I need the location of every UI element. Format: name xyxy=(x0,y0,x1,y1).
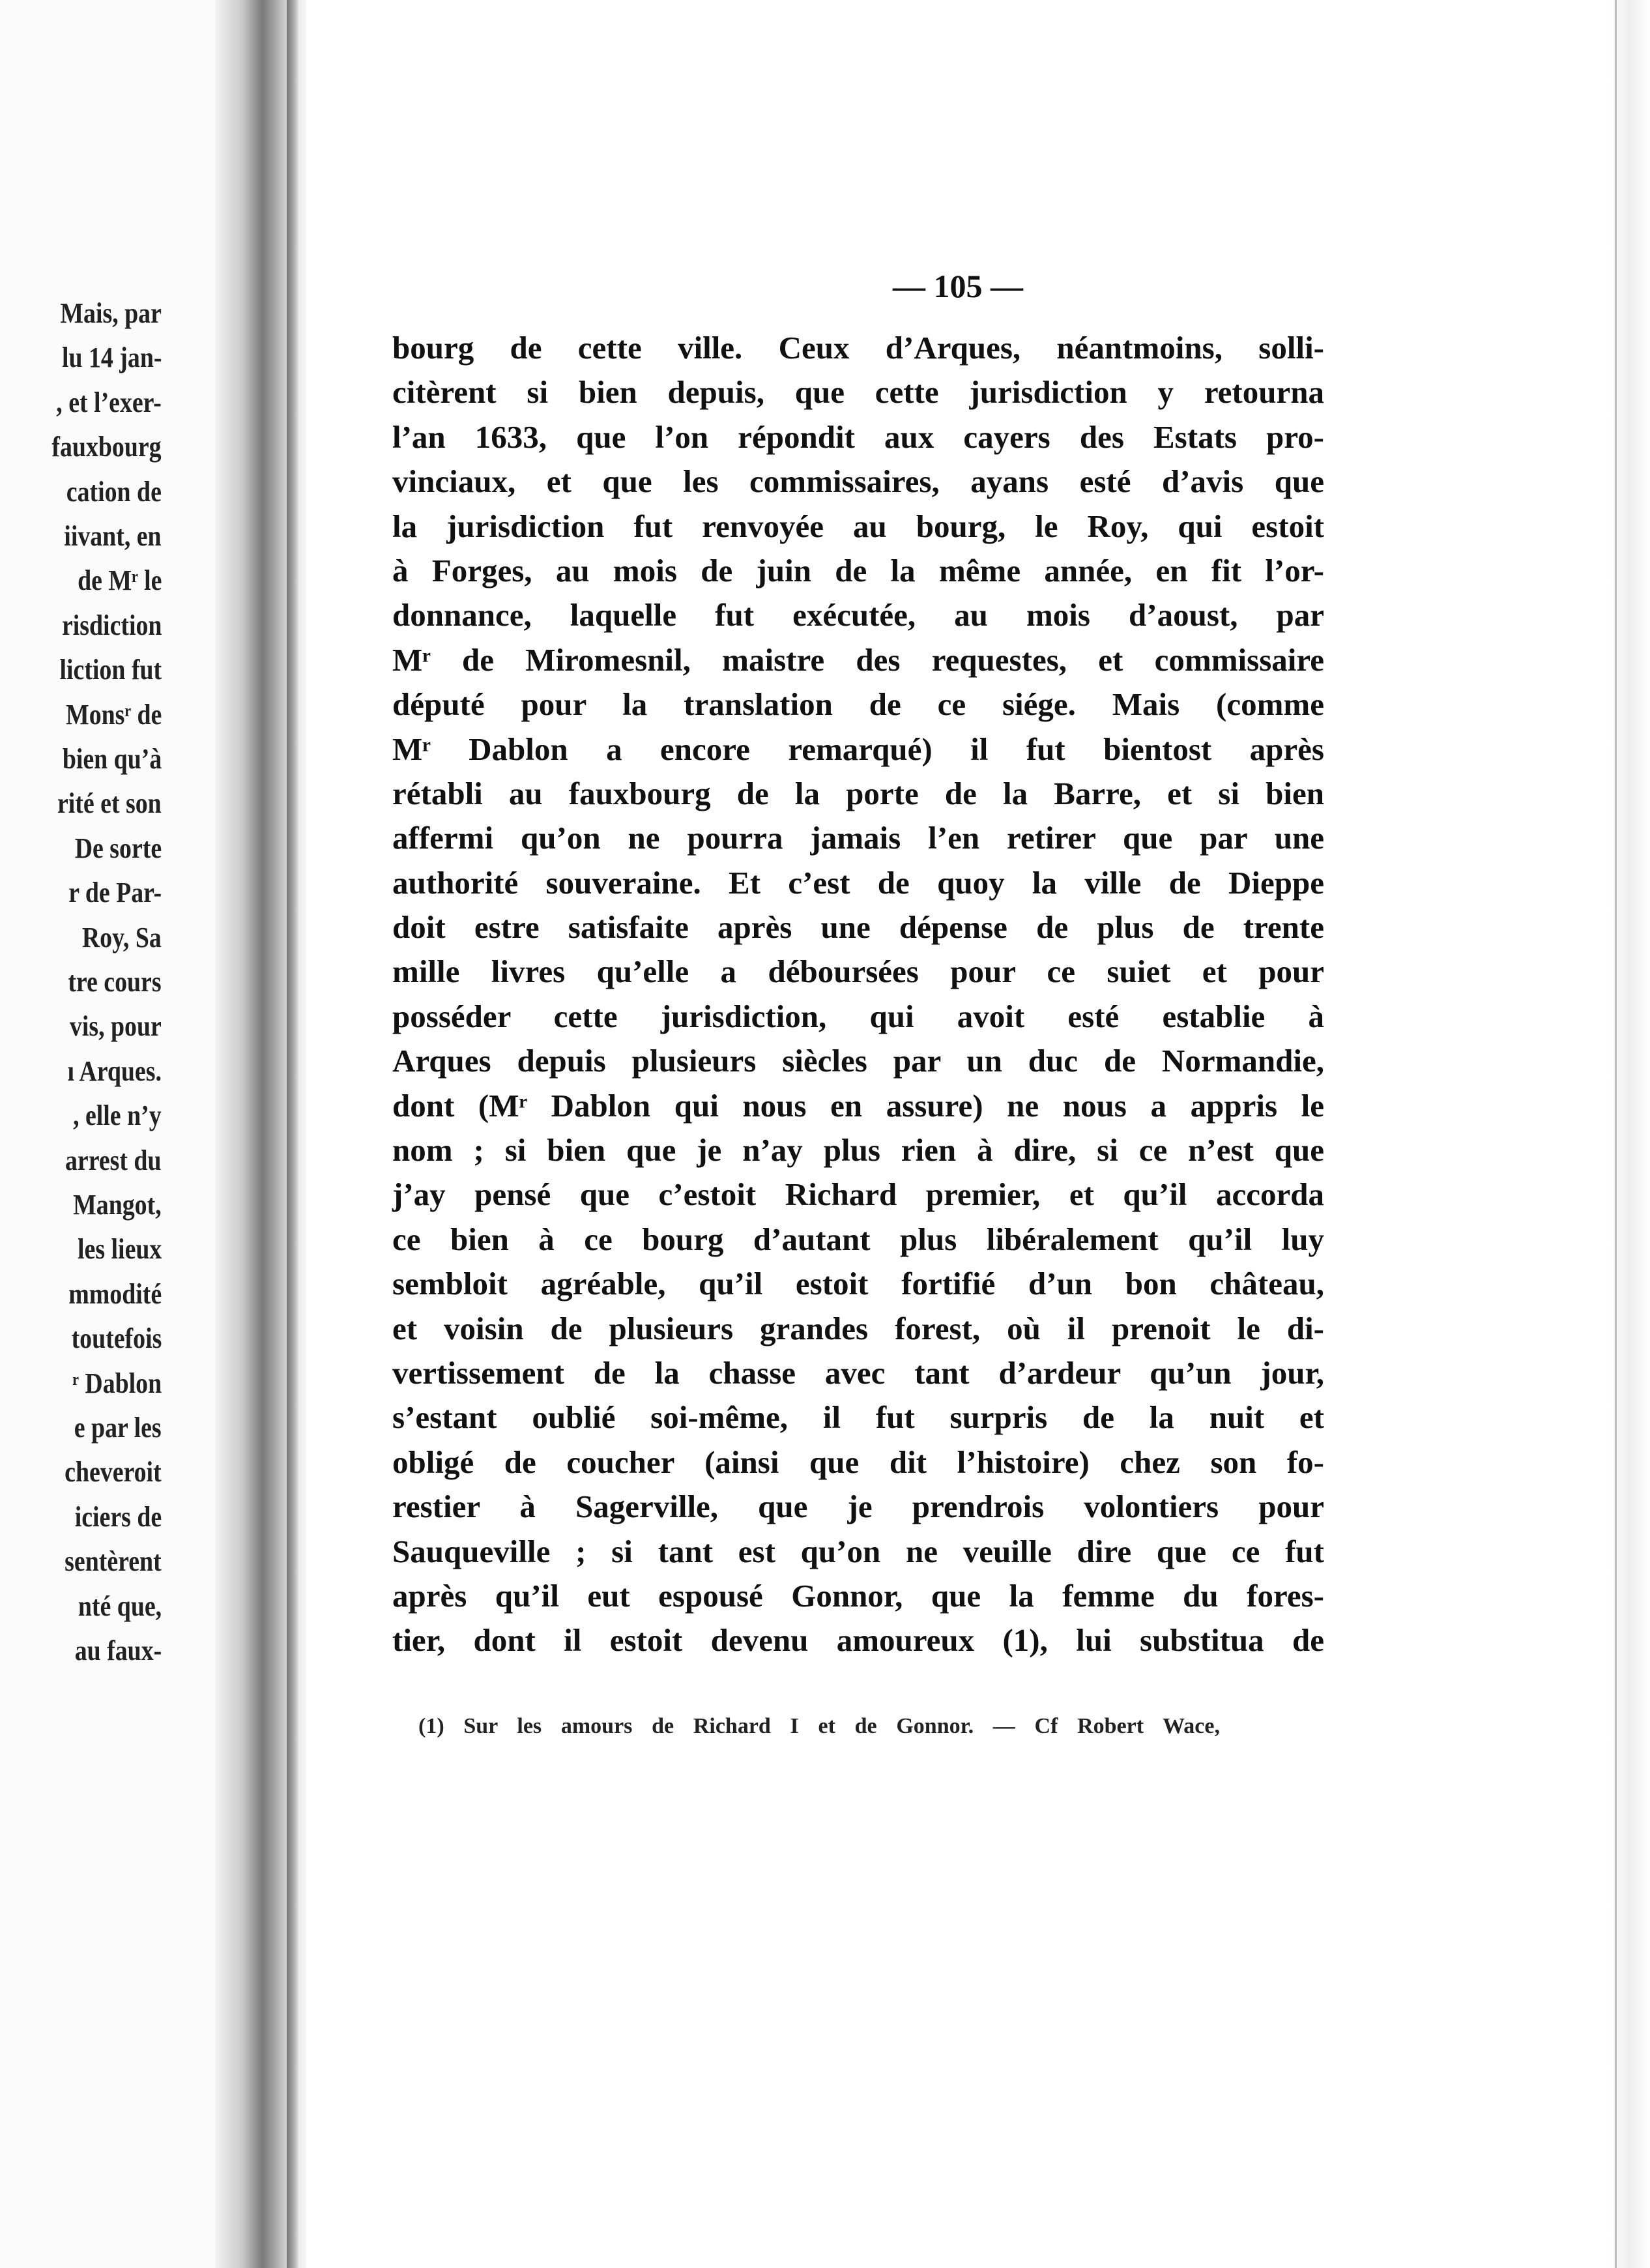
text-line: Arques depuis plusieurs siècles par un duc de Normandie, xyxy=(392,1043,1324,1079)
text-line: posséder cette jurisdiction, qui avoit esté establie à xyxy=(392,998,1324,1034)
text-line: sembloit agréable, qu’il estoit fortifié d’un bon château, xyxy=(392,1266,1324,1302)
left-page-line: les lieux xyxy=(77,1233,162,1266)
page-number: — 105 — xyxy=(893,268,1023,304)
text-line: la jurisdiction fut renvoyée au bourg, le Roy, qui estoit xyxy=(392,508,1324,544)
left-page-line: toutefois xyxy=(71,1322,162,1355)
page-edge-line xyxy=(1615,0,1617,2268)
text-line: à Forges, au mois de juin de la même année, en fit l’or- xyxy=(392,552,1324,589)
text-line: et voisin de plusieurs grandes forest, où il prenoit le di- xyxy=(392,1310,1324,1346)
text-line: restier à Sagerville, que je prendrois volontiers pour xyxy=(392,1489,1324,1525)
text-line: Mʳ de Miromesnil, maistre des requestes, et commissaire xyxy=(392,641,1324,678)
text-line: doit estre satisfaite après une dépense de plus de trente xyxy=(392,909,1324,946)
left-page-line: mmodité xyxy=(68,1277,162,1310)
left-page-line: iciers de xyxy=(74,1500,162,1533)
text-line: l’an 1633, que l’on répondit aux cayers des Estats pro- xyxy=(392,418,1324,455)
left-page-line: r de Par- xyxy=(68,877,162,909)
left-page-line: ʳ Dablon xyxy=(72,1367,162,1399)
text-line: affermi qu’on ne pourra jamais l’en retirer que par une xyxy=(392,820,1324,856)
left-page-line: liction fut xyxy=(59,654,162,686)
left-page-line: Mais, par xyxy=(60,297,162,329)
footnote: (1) Sur les amours de Richard I et de Gonnor. — Cf Robert Wace, xyxy=(418,1714,1220,1738)
text-line: bourg de cette ville. Ceux d’Arques, néantmoins, solli- xyxy=(392,330,1324,366)
text-line: Mʳ Dablon a encore remarqué) il fut bientost après xyxy=(392,731,1324,767)
left-page-line: De sorte xyxy=(74,832,162,864)
left-page-line: risdiction xyxy=(61,609,162,641)
book-page xyxy=(306,0,1610,2268)
text-line: mille livres qu’elle a déboursées pour ce suiet et pour xyxy=(392,953,1324,990)
left-page-line: arrest du xyxy=(65,1144,162,1176)
text-line: Sauqueville ; si tant est qu’on ne veuille dire que ce fut xyxy=(392,1533,1324,1569)
left-page-line: sentèrent xyxy=(65,1545,162,1578)
left-page-line: cation de xyxy=(66,475,162,508)
left-page-line: Monsʳ de xyxy=(65,698,162,731)
left-page-line: lu 14 jan- xyxy=(61,342,162,374)
text-line: citèrent si bien depuis, que cette jurisdiction y retourna xyxy=(392,374,1324,411)
left-page-line: , et l’exer- xyxy=(56,386,162,418)
text-line: j’ay pensé que c’estoit Richard premier, et qu’il accorda xyxy=(392,1176,1324,1213)
text-line: tier, dont il estoit devenu amoureux (1), lui substitua de xyxy=(392,1622,1324,1659)
left-page-line: au faux- xyxy=(74,1635,162,1666)
text-line: ce bien à ce bourg d’autant plus libéralement qu’il luy xyxy=(392,1221,1324,1257)
text-line: donnance, laquelle fut exécutée, au mois d’aoust, par xyxy=(392,597,1324,633)
left-page-line: Mangot, xyxy=(73,1189,162,1221)
text-line: vertissement de la chasse avec tant d’ardeur qu’un jour, xyxy=(392,1354,1324,1391)
body-text xyxy=(392,326,1324,1663)
text-line: authorité souveraine. Et c’est de quoy la ville de Dieppe xyxy=(392,864,1324,901)
left-page-line: cheveroit xyxy=(65,1456,162,1489)
text-line: obligé de coucher (ainsi que dit l’histoire) chez son fo- xyxy=(392,1444,1324,1480)
text-line: après qu’il eut espousé Gonnor, que la femme du fores- xyxy=(392,1577,1324,1614)
text-line: dont (Mʳ Dablon qui nous en assure) ne nous a appris le xyxy=(392,1087,1324,1124)
left-page-line: Roy, Sa xyxy=(82,921,162,953)
left-page-line: de Mʳ le xyxy=(77,564,162,597)
left-page-line: fauxbourg xyxy=(51,431,162,463)
text-line: s’estant oublié soi-même, il fut surpris de la nuit et xyxy=(392,1399,1324,1436)
text-line: député pour la translation de ce siége. Mais (comme xyxy=(392,686,1324,723)
left-page-line: ı Arques. xyxy=(67,1054,162,1087)
left-page-line: bien qu’à xyxy=(62,743,162,775)
text-line: vinciaux, et que les commissaires, ayans esté d’avis que xyxy=(392,463,1324,500)
left-page-line: vis, pour xyxy=(70,1010,162,1043)
left-page-line: e par les xyxy=(74,1412,162,1444)
left-page-line: , elle n’y xyxy=(73,1099,162,1132)
text-line: nom ; si bien que je n’ay plus rien à dire, si ce n’est que xyxy=(392,1132,1324,1169)
left-page-line: iivant, en xyxy=(64,520,162,552)
gutter-shadow xyxy=(287,0,298,2268)
left-page-line: tre cours xyxy=(68,966,162,998)
text-line: rétabli au fauxbourg de la porte de la Barre, et si bien xyxy=(392,775,1324,811)
left-page-line: nté que, xyxy=(78,1590,162,1622)
left-page-line: rité et son xyxy=(57,787,162,820)
